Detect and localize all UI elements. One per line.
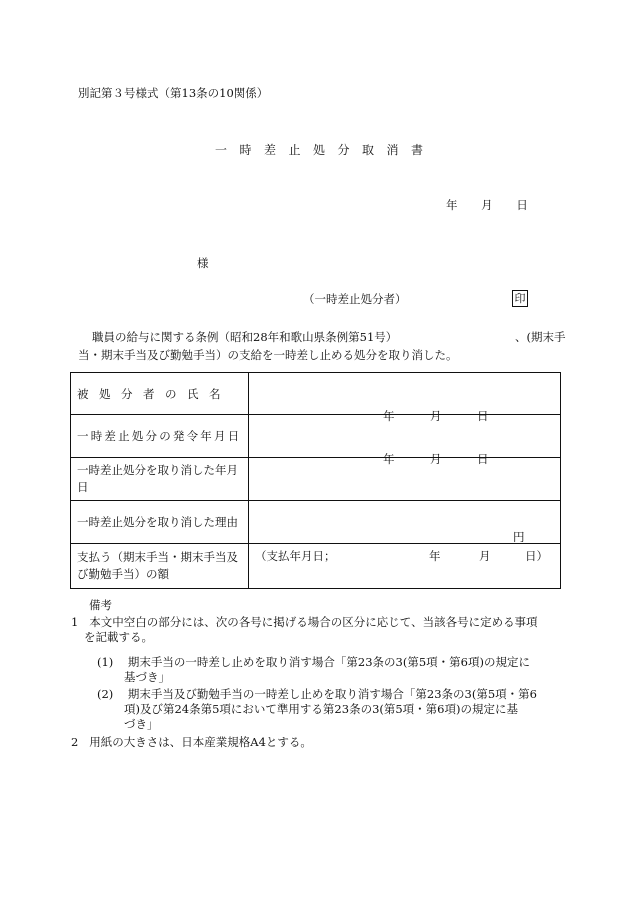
- cancel-date-year: 年: [383, 452, 395, 466]
- form-number-label: 別記第３号様式（第13条の10関係）: [78, 86, 269, 100]
- remark-1-1-number: (1): [97, 655, 114, 669]
- remark-item-2: [71, 734, 312, 751]
- row-label-issue-date: 一時差止処分の発令年月日: [77, 429, 242, 443]
- row-label-cancel-reason: 一時差止処分を取り消した理由: [71, 501, 249, 544]
- row-value-cancel-date: [249, 452, 561, 501]
- remark-1-number: 1: [71, 615, 79, 629]
- detail-table: [70, 372, 561, 589]
- issue-date-year: 年: [383, 409, 395, 423]
- table-row: [71, 458, 561, 501]
- table-row: [71, 501, 561, 544]
- issue-date-month: 月: [430, 409, 442, 423]
- issuer-label: （一時差止処分者）: [303, 292, 407, 306]
- row-label-payment-amount: 支払う（期末手当・期末手当及び勤勉手当）の額: [71, 544, 249, 589]
- remark-1-2-text: 期末手当及び勤勉手当の一時差し止めを取り消す場合「第23条の3(第5項・第6: [127, 687, 537, 701]
- remark-2-number: 2: [71, 735, 79, 749]
- payment-day: 日）: [525, 549, 548, 563]
- row-value-issue-date: [249, 409, 561, 458]
- document-title: 一時差止処分取消書: [215, 143, 436, 157]
- payment-year: 年: [429, 549, 441, 563]
- remark-1-1-text-cont: 基づき」: [124, 670, 170, 684]
- row-label-cancel-date: 一時差止処分を取り消した年月日: [71, 458, 249, 501]
- row-value-name: [249, 373, 561, 415]
- remark-1-2-text-cont: 項)及び第24条第5項において準用する第23条の3(第5項・第6項)の規定に基: [124, 702, 518, 716]
- issue-date: [446, 198, 548, 213]
- remark-2-text: 用紙の大きさは、日本産業規格A4とする。: [89, 735, 312, 749]
- body-text-line2: 当・期末手当及び勤勉手当）の支給を一時差し止める処分を取り消した。: [78, 348, 458, 362]
- remarks-title: 備考: [89, 598, 112, 612]
- payment-date-label: （支払年月日；: [255, 549, 336, 563]
- date-year: 年: [446, 198, 458, 212]
- body-text-line1-end: 、(期末手: [515, 330, 566, 344]
- payment-month: 月: [479, 549, 491, 563]
- remark-1-1-text: 期末手当の一時差し止めを取り消す場合「第23条の3(第5項・第6項)の規定に: [127, 655, 530, 669]
- cancel-date-day: 日: [477, 452, 489, 466]
- payment-yen: 円: [513, 530, 525, 544]
- seal-mark: 印: [512, 290, 528, 307]
- body-text-line1: 職員の給与に関する条例（昭和28年和歌山県条例第51号）: [92, 330, 398, 344]
- row-value-payment-amount: [249, 530, 561, 589]
- date-month: 月: [481, 198, 493, 212]
- remark-1-text: 本文中空白の部分には、次の各号に掲げる場合の区分に応じて、当該各号に定める事項: [89, 615, 538, 629]
- cancel-date-month: 月: [430, 452, 442, 466]
- issue-date-day: 日: [477, 409, 489, 423]
- table-row: [71, 544, 561, 589]
- remark-1-text-cont: を記載する。: [84, 630, 153, 644]
- remark-1-2-number: (2): [97, 687, 114, 701]
- remark-1-2-text-cont2: づき」: [124, 717, 159, 731]
- row-label-name: 被処分者の氏名: [77, 386, 231, 401]
- addressee-suffix: 様: [197, 256, 209, 270]
- date-day: 日: [516, 198, 528, 212]
